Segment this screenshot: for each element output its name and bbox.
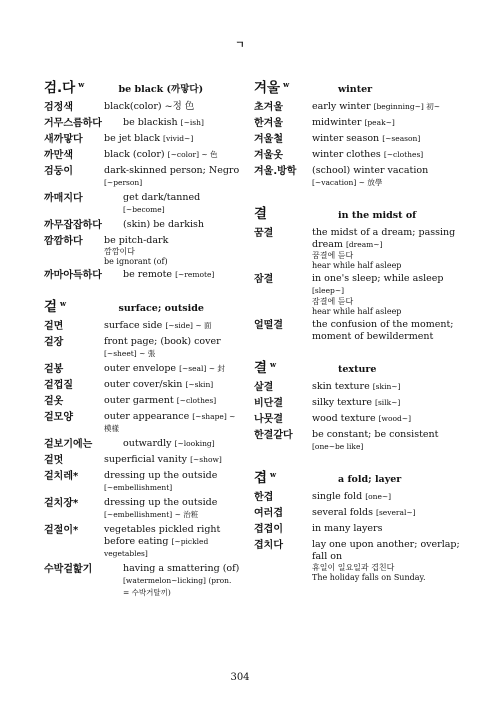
entry-definition-text: winter season xyxy=(312,133,380,144)
entry-word: 나뭇결 xyxy=(254,414,283,425)
entry-definition-text: silky texture xyxy=(312,397,372,408)
dictionary-entry xyxy=(44,101,240,114)
entry-word: 겨울철 xyxy=(254,134,283,145)
section-head xyxy=(44,76,240,96)
entry-definition-text: vegetables pickled right before eating xyxy=(104,524,221,547)
entry-word: 수박겉핥기 xyxy=(44,564,93,575)
entry-definition xyxy=(104,101,240,113)
entry-definition xyxy=(104,165,240,189)
entry-definition xyxy=(312,413,464,425)
entry-note: [~ish] xyxy=(180,118,204,127)
section-head xyxy=(254,202,464,222)
dictionary-entry xyxy=(44,192,240,216)
entry-definition-text: having a smattering (of) xyxy=(123,563,240,574)
entry-definition-text: black(color) ~정 色 xyxy=(104,101,195,112)
entry-word: 살결 xyxy=(254,382,274,393)
entry-definition xyxy=(104,395,240,407)
part-of-speech-mark: w xyxy=(270,470,277,479)
entry-word: 한겨울 xyxy=(254,118,283,129)
entry-definition xyxy=(312,491,464,503)
dictionary-entry xyxy=(44,133,240,146)
head-definition: be black (까맣다) xyxy=(118,84,204,95)
entry-note: [~embellishment] xyxy=(104,483,173,492)
dictionary-entry xyxy=(254,165,464,189)
entry-note: [~sheet] ~ 張 xyxy=(104,349,156,358)
entry-note: [~season] xyxy=(382,134,421,143)
dictionary-entry xyxy=(44,336,240,360)
example-sentence: 꿈결에 듣다 xyxy=(312,251,354,260)
entry-note: [~show] xyxy=(190,455,222,464)
entry-definition-text: be pitch-dark xyxy=(104,235,169,246)
entry-word: 비단결 xyxy=(254,398,283,409)
entry-note: [~pickled vegetables] xyxy=(104,537,209,558)
entry-definition xyxy=(104,454,240,466)
dictionary-entry xyxy=(44,438,240,451)
entry-note: [dream~] xyxy=(345,240,383,249)
example-translation: The holiday falls on Sunday. xyxy=(312,573,426,582)
entry-definition xyxy=(104,149,240,161)
page-number: 304 xyxy=(230,672,250,683)
entry-definition-text: in one's sleep; while asleep xyxy=(312,273,444,284)
entry-definition-text: outer cover/skin xyxy=(104,379,183,390)
entry-definition-text: get dark/tanned xyxy=(123,192,201,203)
dictionary-section xyxy=(44,76,240,282)
dictionary-entry xyxy=(44,117,240,130)
entry-note: [~vacation] ~ 放學 xyxy=(312,178,383,187)
entry-definition-text: be jet black xyxy=(104,133,160,144)
head-definition: winter xyxy=(338,84,373,95)
entry-word: 겉장 xyxy=(44,337,64,348)
entry-note: [watermelon~licking] (pron. = 수박거탈끼) xyxy=(123,576,232,597)
entry-definition-text: outer appearance xyxy=(104,411,190,422)
example-sentence: 잠결에 듣다 xyxy=(312,297,354,306)
dictionary-section xyxy=(44,295,240,599)
head-word: 검.다 xyxy=(44,80,76,96)
entry-word: 겉모양 xyxy=(44,412,73,423)
entry-word: 겹겹이 xyxy=(254,524,283,535)
entry-definition-text: black (color) xyxy=(104,149,165,160)
entry-note: [~shape] ~ 模樣 xyxy=(104,412,236,433)
head-definition: surface; outside xyxy=(118,303,204,314)
entry-definition xyxy=(312,319,464,343)
entry-word: 여러겹 xyxy=(254,508,283,519)
example-sentence: 휴일이 일요일과 겹친다 xyxy=(312,563,395,572)
entry-note: [several~] xyxy=(376,508,416,517)
part-of-speech-mark: w xyxy=(270,360,277,369)
dictionary-entry xyxy=(254,429,464,453)
entry-definition xyxy=(104,524,240,560)
entry-definition-text: be remote xyxy=(123,269,173,280)
part-of-speech-mark: w xyxy=(78,80,85,89)
entry-definition xyxy=(312,507,464,519)
entry-word: 겉치장* xyxy=(44,498,79,509)
entry-definition-text: surface side xyxy=(104,320,163,331)
entry-word: 잠결 xyxy=(254,274,274,285)
entry-word: 검정색 xyxy=(44,102,73,113)
dictionary-entry xyxy=(44,219,240,232)
left-column xyxy=(44,76,240,612)
example-translation: hear while half asleep xyxy=(312,307,402,316)
entry-definition xyxy=(104,411,240,435)
dictionary-entry xyxy=(254,117,464,130)
entry-definition-text: lay one upon another; overlap; fall on xyxy=(312,539,460,562)
entry-word: 검둥이 xyxy=(44,166,73,177)
entry-definition xyxy=(123,117,240,129)
entry-note: [vivid~] xyxy=(163,134,194,143)
entry-note: [~embellishment] ~ 治粧 xyxy=(104,510,199,519)
entry-note: [~clothes] xyxy=(176,396,217,405)
dictionary-section xyxy=(254,202,464,343)
entry-word: 까만색 xyxy=(44,150,73,161)
dictionary-entry xyxy=(44,320,240,333)
head-word: 겨울 xyxy=(254,80,281,96)
entry-definition-text: dark-skinned person; Negro xyxy=(104,165,240,176)
entry-definition-text: the midst of a dream; passing dream xyxy=(312,227,456,250)
dictionary-entry xyxy=(254,101,464,114)
entry-definition xyxy=(123,192,240,216)
entry-definition xyxy=(104,235,240,266)
entry-definition-text: in many layers xyxy=(312,523,383,534)
entry-note: [~skin] xyxy=(185,380,214,389)
dictionary-section xyxy=(254,356,464,453)
dictionary-entry xyxy=(44,165,240,189)
dictionary-entry xyxy=(44,563,240,599)
example-translation: be ignorant (of) xyxy=(104,257,168,266)
entry-word: 꿈결 xyxy=(254,228,274,239)
entry-definition-text: outer garment xyxy=(104,395,174,406)
entry-note: [peak~] xyxy=(364,118,395,127)
entry-definition xyxy=(123,219,240,231)
example-sentence: 깜깜이다 xyxy=(104,247,135,256)
dictionary-entry xyxy=(44,379,240,392)
entry-word: 깜깜하다 xyxy=(44,236,83,247)
entry-note: [~looking] xyxy=(174,439,215,448)
head-word: 겉 xyxy=(44,299,58,315)
dictionary-section xyxy=(254,466,464,582)
dictionary-entry xyxy=(44,470,240,494)
entry-word: 얼떨결 xyxy=(254,320,283,331)
dictionary-entry xyxy=(254,133,464,146)
entry-definition-text: (school) winter vacation xyxy=(312,165,429,176)
entry-definition xyxy=(123,563,240,599)
entry-word: 겉멋 xyxy=(44,455,64,466)
entry-word: 겨울옷 xyxy=(254,150,283,161)
entry-definition-text: be constant; be consistent xyxy=(312,429,439,440)
entry-word: 겉껍질 xyxy=(44,380,73,391)
dictionary-entry xyxy=(44,524,240,560)
entry-definition-text: be blackish xyxy=(123,117,178,128)
entry-definition xyxy=(104,379,240,391)
entry-word: 겉치레* xyxy=(44,471,79,482)
dictionary-entry xyxy=(254,397,464,410)
entry-definition-text: skin texture xyxy=(312,381,370,392)
dictionary-entry xyxy=(44,149,240,162)
entry-definition xyxy=(312,149,464,161)
entry-definition-text: early winter xyxy=(312,101,371,112)
entry-note: [~become] xyxy=(123,205,165,214)
entry-definition-text: outwardly xyxy=(123,438,172,449)
entry-note: [silk~] xyxy=(375,398,401,407)
entry-definition-text: winter clothes xyxy=(312,149,381,160)
dictionary-entry xyxy=(254,273,464,316)
dictionary-entry xyxy=(44,363,240,376)
dictionary-entry xyxy=(254,523,464,536)
section-head xyxy=(254,356,464,376)
entry-word: 겉면 xyxy=(44,321,64,332)
entry-definition xyxy=(312,539,464,582)
dictionary-entry xyxy=(44,411,240,435)
entry-word: 초겨울 xyxy=(254,102,283,113)
entry-word: 까매지다 xyxy=(44,193,83,204)
entry-definition xyxy=(104,133,240,145)
entry-word: 새까맣다 xyxy=(44,134,83,145)
entry-note: [one~be like] xyxy=(312,442,364,451)
entry-note: [beginning~] 初~ xyxy=(373,102,440,111)
entry-note: [~person] xyxy=(104,178,143,187)
entry-note: [sleep~] xyxy=(312,286,345,295)
entry-definition-text: midwinter xyxy=(312,117,362,128)
section-letter-mark: ㄱ xyxy=(235,40,245,51)
entry-word: 겉절이* xyxy=(44,525,79,536)
head-word: 결 xyxy=(254,206,268,222)
entry-definition-text: wood texture xyxy=(312,413,376,424)
entry-note: [~side] ~ 面 xyxy=(165,321,212,330)
dictionary-entry xyxy=(254,491,464,504)
entry-definition xyxy=(312,381,464,393)
entry-definition-text: outer envelope xyxy=(104,363,177,374)
entry-definition xyxy=(104,497,240,521)
entry-definition xyxy=(104,470,240,494)
entry-note: [~remote] xyxy=(175,270,215,279)
dictionary-section xyxy=(254,76,464,189)
entry-note: [skin~] xyxy=(372,382,401,391)
entry-word: 겨울.방학 xyxy=(254,166,297,177)
entry-word: 겉옷 xyxy=(44,396,64,407)
entry-definition xyxy=(312,165,464,189)
entry-definition xyxy=(104,320,240,332)
entry-note: [wood~] xyxy=(378,414,411,423)
section-head xyxy=(254,466,464,486)
entry-definition xyxy=(312,227,464,270)
section-head xyxy=(254,76,464,96)
dictionary-entry xyxy=(254,149,464,162)
head-word: 결 xyxy=(254,360,268,376)
dictionary-entry xyxy=(254,227,464,270)
entry-definition xyxy=(312,523,464,535)
dictionary-entry xyxy=(44,497,240,521)
dictionary-entry xyxy=(254,319,464,343)
entry-word: 겹치다 xyxy=(254,540,283,551)
head-definition: texture xyxy=(338,364,377,375)
section-head xyxy=(44,295,240,315)
dictionary-entry xyxy=(44,269,240,282)
entry-note: [one~] xyxy=(365,492,392,501)
head-definition: in the midst of xyxy=(338,210,417,221)
dictionary-entry xyxy=(44,235,240,266)
entry-definition xyxy=(312,117,464,129)
entry-definition-text: the confusion of the moment; moment of bewilderment xyxy=(312,319,454,342)
entry-word: 한겹 xyxy=(254,492,274,503)
example-translation: hear while half asleep xyxy=(312,261,402,270)
entry-definition xyxy=(104,336,240,360)
part-of-speech-mark: w xyxy=(283,80,290,89)
entry-note: [~seal] ~ 封 xyxy=(179,364,225,373)
entry-definition xyxy=(312,397,464,409)
entry-definition xyxy=(312,429,464,453)
entry-word: 한결같다 xyxy=(254,430,293,441)
entry-word: 겉봉 xyxy=(44,364,64,375)
part-of-speech-mark: w xyxy=(60,299,67,308)
entry-word: 까마아득하다 xyxy=(44,270,102,281)
entry-definition xyxy=(104,363,240,375)
entry-definition-text: single fold xyxy=(312,491,363,502)
dictionary-entry xyxy=(44,395,240,408)
entry-definition-text: dressing up the outside xyxy=(104,470,218,481)
entry-note: [~color] ~ 色 xyxy=(167,150,218,159)
entry-word: 까무잡잡하다 xyxy=(44,220,102,231)
dictionary-entry xyxy=(254,539,464,582)
entry-definition-text: dressing up the outside xyxy=(104,497,218,508)
entry-definition xyxy=(312,101,464,113)
dictionary-entry xyxy=(254,381,464,394)
entry-definition-text: several folds xyxy=(312,507,373,518)
entry-definition-text: front page; (book) cover xyxy=(104,336,221,347)
dictionary-entry xyxy=(254,413,464,426)
entry-definition-text: (skin) be darkish xyxy=(123,219,205,230)
entry-definition xyxy=(312,133,464,145)
entry-definition-text: superficial vanity xyxy=(104,454,188,465)
entry-definition xyxy=(123,438,240,450)
right-column xyxy=(254,76,464,595)
entry-definition xyxy=(312,273,464,316)
entry-note: [~clothes] xyxy=(383,150,424,159)
dictionary-entry xyxy=(254,507,464,520)
entry-definition xyxy=(123,269,240,281)
entry-word: 거무스름하다 xyxy=(44,118,102,129)
dictionary-entry xyxy=(44,454,240,467)
head-word: 겹 xyxy=(254,470,268,486)
head-definition: a fold; layer xyxy=(338,474,402,485)
entry-word: 겉보기에는 xyxy=(44,439,93,450)
